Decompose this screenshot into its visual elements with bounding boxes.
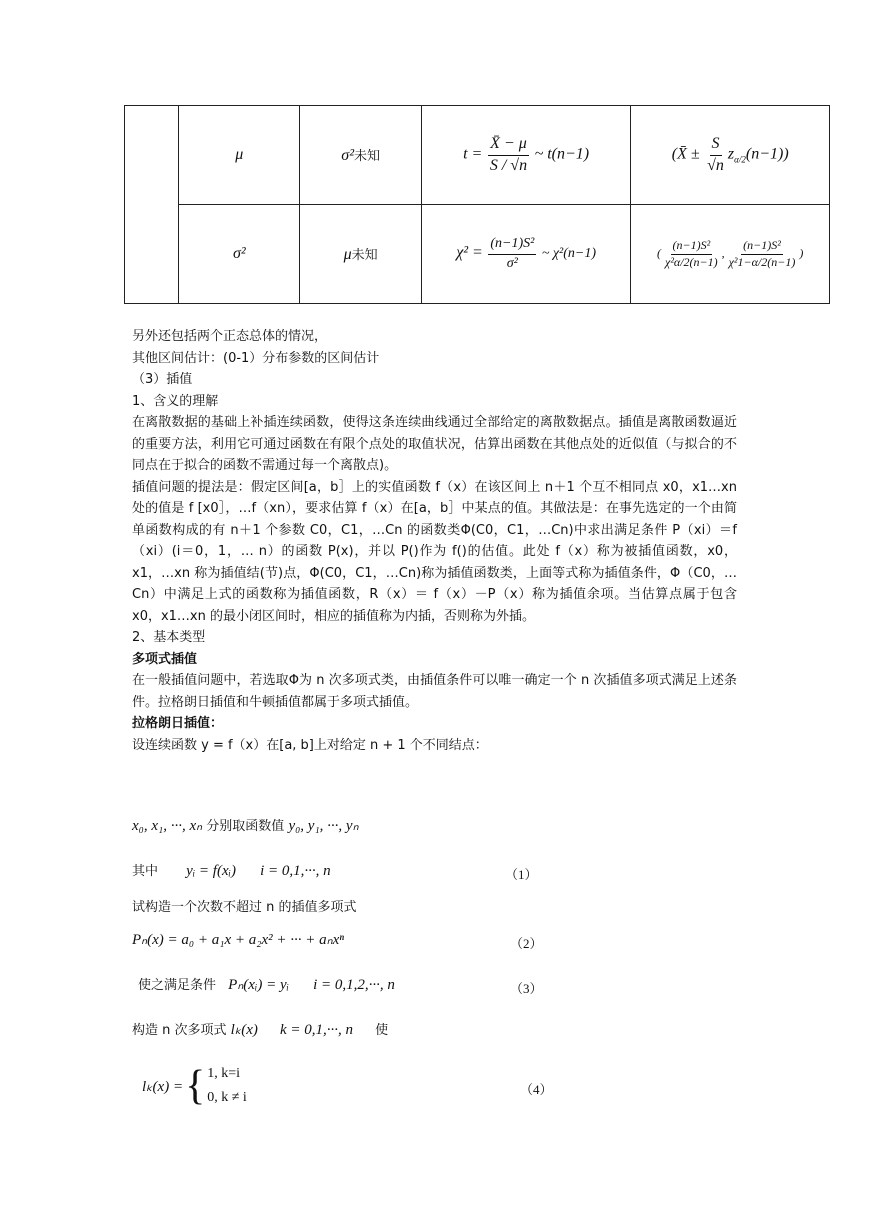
condition-text: 未知 xyxy=(351,248,378,263)
stat-rhs: ~ χ²(n−1) xyxy=(541,246,597,262)
paragraph: 插值问题的提法是：假定区间[a，b］上的实值函数 f（x）在该区间上 n＋1 个互不相同点 x0，x1…xn 处的值是 f [x0］，…f（xn），要求估算 f（x）在[a，b］中某点的值。其做法是：在事先选定的一个由简单函数构成的有 n＋1 个参数 C0，C1，…Cn 的函数类Φ(C0，C1，…Cn)中求出满足条件 P（xi）＝f（xi）(i＝0，1，… n）的函数 P(x)，并以 P()作为 f()的估值。此处 f（x）称为被插值函数，x0，x1，…xn 称为插值结(节)点，Φ(C0，C1，…Cn)称为插值函数类，上面等式称为插值条件，Φ（C0，…Cn）中满足上式的函数称为插值函数，R（x）＝ f（x）－P（x）称为插值余项。当估算点属于包含 x0，x1…xn 的最小闭区间时，相应的插值称为内插，否则称为外插。 xyxy=(132,479,737,624)
math-expression: y₀, y₁, ···, yₙ xyxy=(288,818,359,834)
math-expression: yᵢ = f(xᵢ) xyxy=(186,863,236,879)
math-expression: Pₙ(xᵢ) = yᵢ xyxy=(228,977,289,993)
subsection-heading: 1、含义的理解 xyxy=(132,393,219,409)
equation-line xyxy=(132,1020,737,1042)
equation-line xyxy=(132,861,737,883)
interval-open: (X̄ ± xyxy=(671,145,700,163)
interval-estimation-table xyxy=(124,105,830,304)
condition-symbol: μ xyxy=(343,246,352,263)
stat-lhs: χ² = xyxy=(456,244,483,262)
text-fragment: 其中 xyxy=(132,864,159,879)
interval-numerator: S xyxy=(710,134,722,156)
param-cell xyxy=(179,205,300,304)
interval-fraction-upper xyxy=(727,238,798,270)
text-fragment: 分别取函数值 xyxy=(206,819,285,834)
stat-denominator: σ² xyxy=(506,255,518,271)
interval-open: ( xyxy=(657,245,662,260)
equation-number: （3） xyxy=(510,981,543,996)
stat-fraction xyxy=(488,235,536,272)
math-expression: lₖ(x) xyxy=(230,1022,258,1038)
interval-cell xyxy=(631,106,830,205)
equation-number: （1） xyxy=(505,867,538,882)
table-cell-empty xyxy=(125,106,179,304)
math-expression: Pₙ(x) = a₀ + a₁x + a₂x² + ··· + aₙxⁿ xyxy=(132,932,344,948)
interval-numerator: (n−1)S² xyxy=(671,238,713,255)
interval-denominator: χ²α/2(n−1) xyxy=(665,254,718,269)
interval-close: ) xyxy=(799,245,804,260)
text-line: 其他区间估计：(0-1）分布参数的区间估计 xyxy=(132,350,380,366)
param-symbol: μ xyxy=(235,146,244,163)
statistic-cell xyxy=(421,205,631,304)
stat-numerator: (n−1)S² xyxy=(488,235,536,254)
math-expression: x₀, x₁, ···, xₙ xyxy=(132,818,203,834)
equation-line xyxy=(138,975,743,997)
text-fragment: 构造 n 次多项式 xyxy=(132,1023,227,1038)
stat-fraction xyxy=(488,134,529,177)
interval-z: z xyxy=(727,145,735,163)
param-cell xyxy=(179,106,300,205)
stat-denominator: S / √n xyxy=(489,156,528,174)
math-range: i = 0,1,···, n xyxy=(260,863,331,879)
bold-heading: 拉格朗日插值： xyxy=(132,716,224,731)
brace-glyph: { xyxy=(185,1063,206,1109)
text-line: 另外还包括两个正态总体的情况， xyxy=(132,329,328,344)
equation-number: （2） xyxy=(510,936,543,951)
equation-line xyxy=(132,930,737,952)
interval-separator: , xyxy=(721,245,725,260)
math-line xyxy=(132,816,737,838)
table-row xyxy=(125,106,830,205)
interval-numerator: (n−1)S² xyxy=(741,238,783,255)
condition-cell xyxy=(300,205,421,304)
text-line: 设连续函数 y = f（x）在[a, b]上对给定 n + 1 个不同结点： xyxy=(132,737,488,753)
piecewise-cases xyxy=(207,1062,247,1110)
interval-cell xyxy=(631,205,830,304)
condition-text: 未知 xyxy=(353,149,380,164)
case-line: 0, k ≠ i xyxy=(207,1090,247,1105)
math-expression: lₖ(x) = xyxy=(142,1078,184,1095)
text-fragment: 使 xyxy=(375,1023,389,1038)
interval-z-subscript: α/2 xyxy=(734,154,746,165)
stat-numerator: X̄ − μ xyxy=(488,134,529,156)
piecewise-equation xyxy=(142,1062,247,1110)
equation-number: （4） xyxy=(520,1082,553,1097)
condition-symbol: σ² xyxy=(341,147,354,164)
math-range: k = 0,1,···, n xyxy=(280,1022,354,1038)
param-symbol: σ² xyxy=(232,245,246,262)
interval-denominator: χ²1−α/2(n−1) xyxy=(728,254,796,269)
interval-close: (n−1)) xyxy=(745,145,789,163)
paragraph: 在一般插值问题中，若选取Φ为 n 次多项式类，由插值条件可以唯一确定一个 n 次插值多项式满足上述条件。拉格朗日插值和牛顿插值都属于多项式插值。 xyxy=(132,673,737,710)
text-fragment: 使之满足条件 xyxy=(138,978,217,993)
math-range: i = 0,1,2,···, n xyxy=(313,977,395,993)
paragraph: 在离散数据的基础上补插连续函数，使得这条连续曲线通过全部给定的离散数据点。插值是离散函数逼近的重要方法，利用它可通过函数在有限个点处的取值状况，估算出函数在其他点处的近似值（与拟合的不同点在于拟合的函数不需通过每一个离散点)。 xyxy=(132,415,737,473)
table-row xyxy=(125,205,830,304)
case-line: 1, k=i xyxy=(207,1066,241,1081)
stat-rhs: ~ t(n−1) xyxy=(534,145,590,163)
stat-lhs: t = xyxy=(463,145,483,163)
section-heading: （3）插值 xyxy=(132,372,193,387)
subsection-heading: 2、基本类型 xyxy=(132,630,206,645)
text-line: 试构造一个次数不超过 n 的插值多项式 xyxy=(132,900,357,915)
body-text xyxy=(132,326,737,756)
bold-heading: 多项式插值 xyxy=(132,651,198,667)
interval-fraction-lower xyxy=(663,238,720,270)
condition-cell xyxy=(300,106,421,205)
interval-denominator: √n xyxy=(707,156,724,174)
interval-fraction xyxy=(705,134,726,177)
statistic-cell xyxy=(421,106,631,205)
